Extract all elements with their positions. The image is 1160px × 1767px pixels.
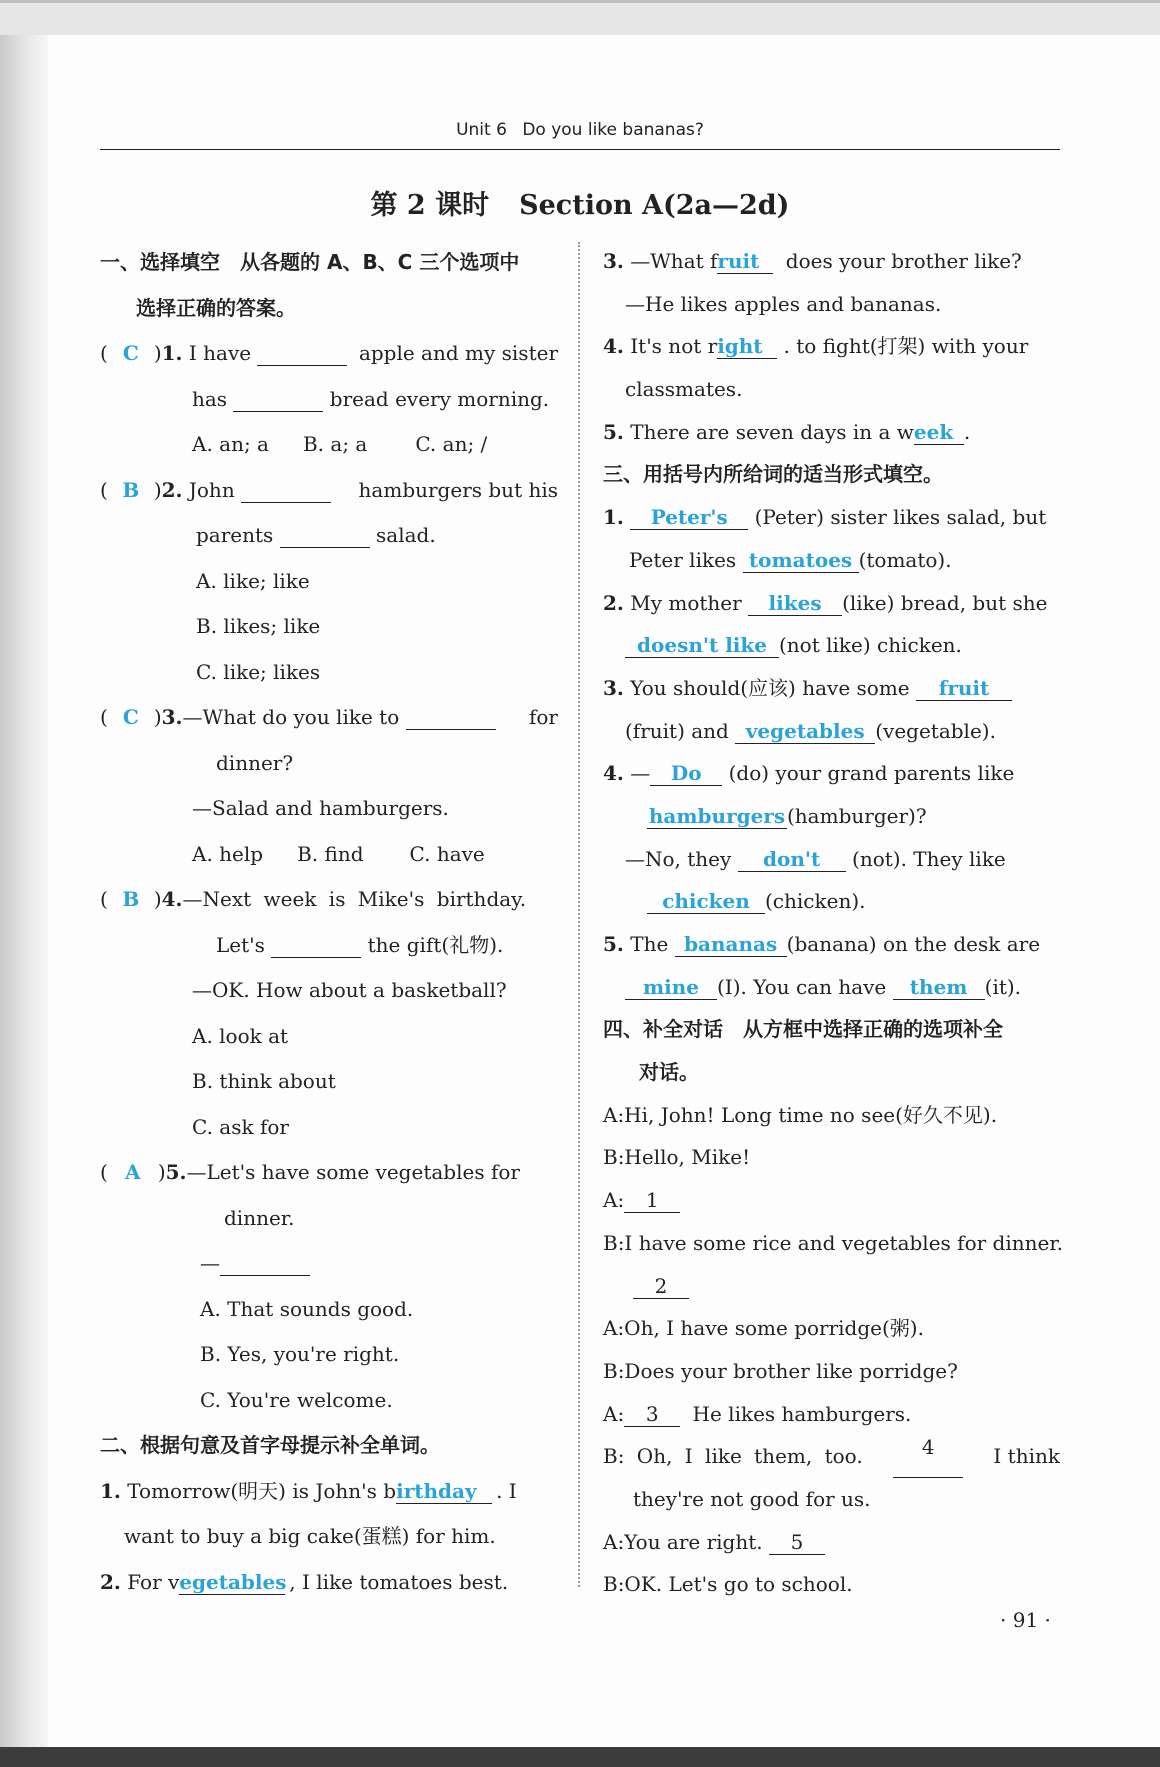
option-a: A. an; a <box>192 432 269 456</box>
word-question-1: 1. Tomorrow(明天) is John's birthday . I <box>100 1478 517 1503</box>
option-a: A. look at <box>192 1023 289 1048</box>
option-c: C. You're welcome. <box>200 1387 393 1412</box>
word-question-5: 5. There are seven days in a week . <box>603 419 971 444</box>
filled-answer: tomatoes <box>743 548 859 573</box>
filled-answer: eek <box>914 420 964 445</box>
filled-answer: them <box>893 975 985 1000</box>
option-a: A. help <box>192 841 264 866</box>
question-1-cont: has bread every morning. <box>192 386 550 411</box>
dialogue-line: they're not good for us. <box>633 1486 871 1511</box>
question-3-reply: —Salad and hamburgers. <box>192 796 449 820</box>
form-question-1-cont: Peter likes tomatoes (tomato). <box>629 547 952 572</box>
option-b: B. likes; like <box>196 614 321 638</box>
part1-heading-cont: 选择正确的答案。 <box>136 295 296 320</box>
filled-answer: doesn't like <box>625 633 779 658</box>
filled-answer: bananas <box>675 932 787 957</box>
blank <box>220 1251 310 1276</box>
choice-question-3: ( C )3.—What do you like to for <box>100 695 558 741</box>
dialogue-line: B:I have some rice and vegetables for dinner. <box>603 1230 1064 1255</box>
option-b: B. Yes, you're right. <box>200 1342 400 1366</box>
top-edge <box>0 0 1160 3</box>
filled-answer: Peter's <box>630 505 748 530</box>
filled-answer: vegetables <box>735 719 875 744</box>
page-gutter-shadow <box>0 35 48 1747</box>
dialogue-line <box>603 1265 1060 1308</box>
question-5-cont: dinner. <box>224 1205 295 1230</box>
left-column <box>100 240 558 1605</box>
question-3-options <box>100 832 558 878</box>
option-c: C. an; / <box>415 432 488 456</box>
dialogue-blank-2: 2 <box>633 1274 689 1299</box>
blank <box>271 933 361 958</box>
answer-3: C <box>122 705 139 729</box>
filled-answer: ruit <box>717 249 773 274</box>
word-question-3-reply: —He likes apples and bananas. <box>625 291 942 316</box>
part3-heading: 三、用括号内所给词的适当形式填空。 <box>603 462 943 487</box>
word-question-4: 4. It's not right . to fight(打架) with your <box>603 334 1029 359</box>
part4-heading: 四、补全对话 从方框中选择正确的选项补全 <box>603 1017 1003 1042</box>
running-header <box>100 120 1060 140</box>
lesson-title <box>100 183 1060 222</box>
answer-4: B <box>122 887 140 911</box>
option-c: C. ask for <box>192 1114 289 1139</box>
form-question-4: 4. — Do (do) your grand parents like <box>603 761 1015 786</box>
form-question-3-cont: (fruit) and vegetables (vegetable). <box>625 718 996 743</box>
filled-answer: fruit <box>916 676 1012 701</box>
answer-5: A <box>125 1160 141 1184</box>
option-b: B. find <box>297 841 364 866</box>
dialogue-line: B: Oh, I like them, too. 4 I think <box>603 1435 1060 1478</box>
lesson-period: 第 2 课时 <box>370 190 490 221</box>
unit-title: Do you like bananas? <box>522 120 704 140</box>
form-question-4-cont: hamburgers(hamburger)? <box>648 803 927 828</box>
dialogue-blank-4: 4 <box>893 1435 963 1478</box>
part4-heading-cont: 对话。 <box>639 1060 699 1085</box>
filled-answer: mine <box>625 975 717 1000</box>
form-question-2-cont: doesn't like (not like) chicken. <box>603 624 1060 667</box>
form-question-4-reply-cont: chicken (chicken). <box>603 880 1060 923</box>
question-4-reply: —OK. How about a basketball? <box>192 978 507 1002</box>
right-column <box>603 240 1064 1606</box>
blank <box>406 705 496 730</box>
column-divider <box>578 242 580 1587</box>
blank <box>257 341 347 366</box>
choice-question-4: ( B )4.—Next week is Mike's birthday. <box>100 877 558 923</box>
dialogue-line: A: 1 <box>603 1179 1060 1222</box>
option-b: B. think about <box>192 1069 336 1093</box>
option-b: B. a; a <box>302 432 368 456</box>
form-question-4-reply: —No, they don't (not). They like <box>625 846 1006 871</box>
blank <box>233 387 323 412</box>
option-c: C. have <box>409 841 485 866</box>
word-question-3: 3. —What fruit does your brother like? <box>603 249 1022 273</box>
form-question-1: 1. Peter's (Peter) sister likes salad, but <box>603 505 1047 530</box>
part1-heading: 一、选择填空 从各题的 A、B、C 三个选项中 <box>100 250 520 274</box>
form-question-5: 5. The bananas (banana) on the desk are <box>603 932 1041 956</box>
blank <box>280 523 370 548</box>
choice-question-1: ( C )1. I have apple and my sister <box>100 331 558 377</box>
filled-answer: hamburgers <box>648 803 786 828</box>
form-question-5-cont: mine (I). You can have them (it). <box>603 966 1060 1009</box>
filled-answer: Do <box>650 761 722 786</box>
dialogue-blank-1: 1 <box>624 1188 680 1213</box>
page-number: · 91 · <box>1000 1608 1051 1632</box>
filled-answer: chicken <box>647 889 765 914</box>
dialogue-blank-5: 5 <box>769 1530 825 1555</box>
option-a: A. That sounds good. <box>200 1296 414 1321</box>
filled-answer: don't <box>738 847 846 872</box>
word-question-1-cont: want to buy a big cake(蛋糕) for him. <box>124 1524 496 1548</box>
question-5-reply: — <box>100 1241 558 1287</box>
dialogue-line: B:Does your brother like porridge? <box>603 1358 958 1383</box>
dialogue-line: B:Hello, Mike! <box>603 1145 751 1170</box>
form-question-2: 2. My mother likes (like) bread, but she <box>603 590 1048 615</box>
question-2-cont: parents salad. <box>196 523 436 547</box>
answer-1: C <box>122 341 139 365</box>
word-question-2: 2. For vegetables , I like tomatoes best. <box>100 1569 509 1594</box>
word-question-4-cont: classmates. <box>625 377 743 402</box>
form-question-3: 3. You should(应该) have some fruit <box>603 667 1060 710</box>
option-a: A. like; like <box>196 568 310 593</box>
question-1-options <box>100 422 558 468</box>
dialogue-line: A: 3 He likes hamburgers. <box>603 1401 912 1426</box>
lesson-section: Section A(2a—2d) <box>519 190 790 221</box>
part2-heading: 二、根据句意及首字母提示补全单词。 <box>100 1433 440 1457</box>
blank <box>241 478 331 503</box>
dialogue-line: A:You are right. 5 <box>603 1521 1060 1564</box>
bottom-edge <box>0 1747 1160 1767</box>
dialogue-line: A:Oh, I have some porridge(粥). <box>603 1316 924 1341</box>
question-3-cont: dinner? <box>216 750 294 775</box>
filled-answer: ight <box>717 334 777 359</box>
choice-question-2: ( B )2. John hamburgers but his <box>100 468 558 514</box>
filled-answer: egetables <box>179 1569 287 1594</box>
dialogue-blank-3: 3 <box>624 1402 680 1427</box>
dialogue-line: A:Hi, John! Long time no see(好久不见). <box>603 1102 998 1127</box>
option-c: C. like; likes <box>196 659 321 684</box>
question-4-cont: Let's the gift(礼物). <box>216 932 504 957</box>
filled-answer: irthday <box>396 1479 492 1504</box>
filled-answer: likes <box>748 591 842 616</box>
choice-question-5: ( A )5.—Let's have some vegetables for <box>100 1150 558 1196</box>
answer-2: B <box>122 477 140 502</box>
header-rule <box>100 149 1060 150</box>
unit-label: Unit 6 <box>456 120 507 140</box>
dialogue-line: B:OK. Let's go to school. <box>603 1572 853 1597</box>
